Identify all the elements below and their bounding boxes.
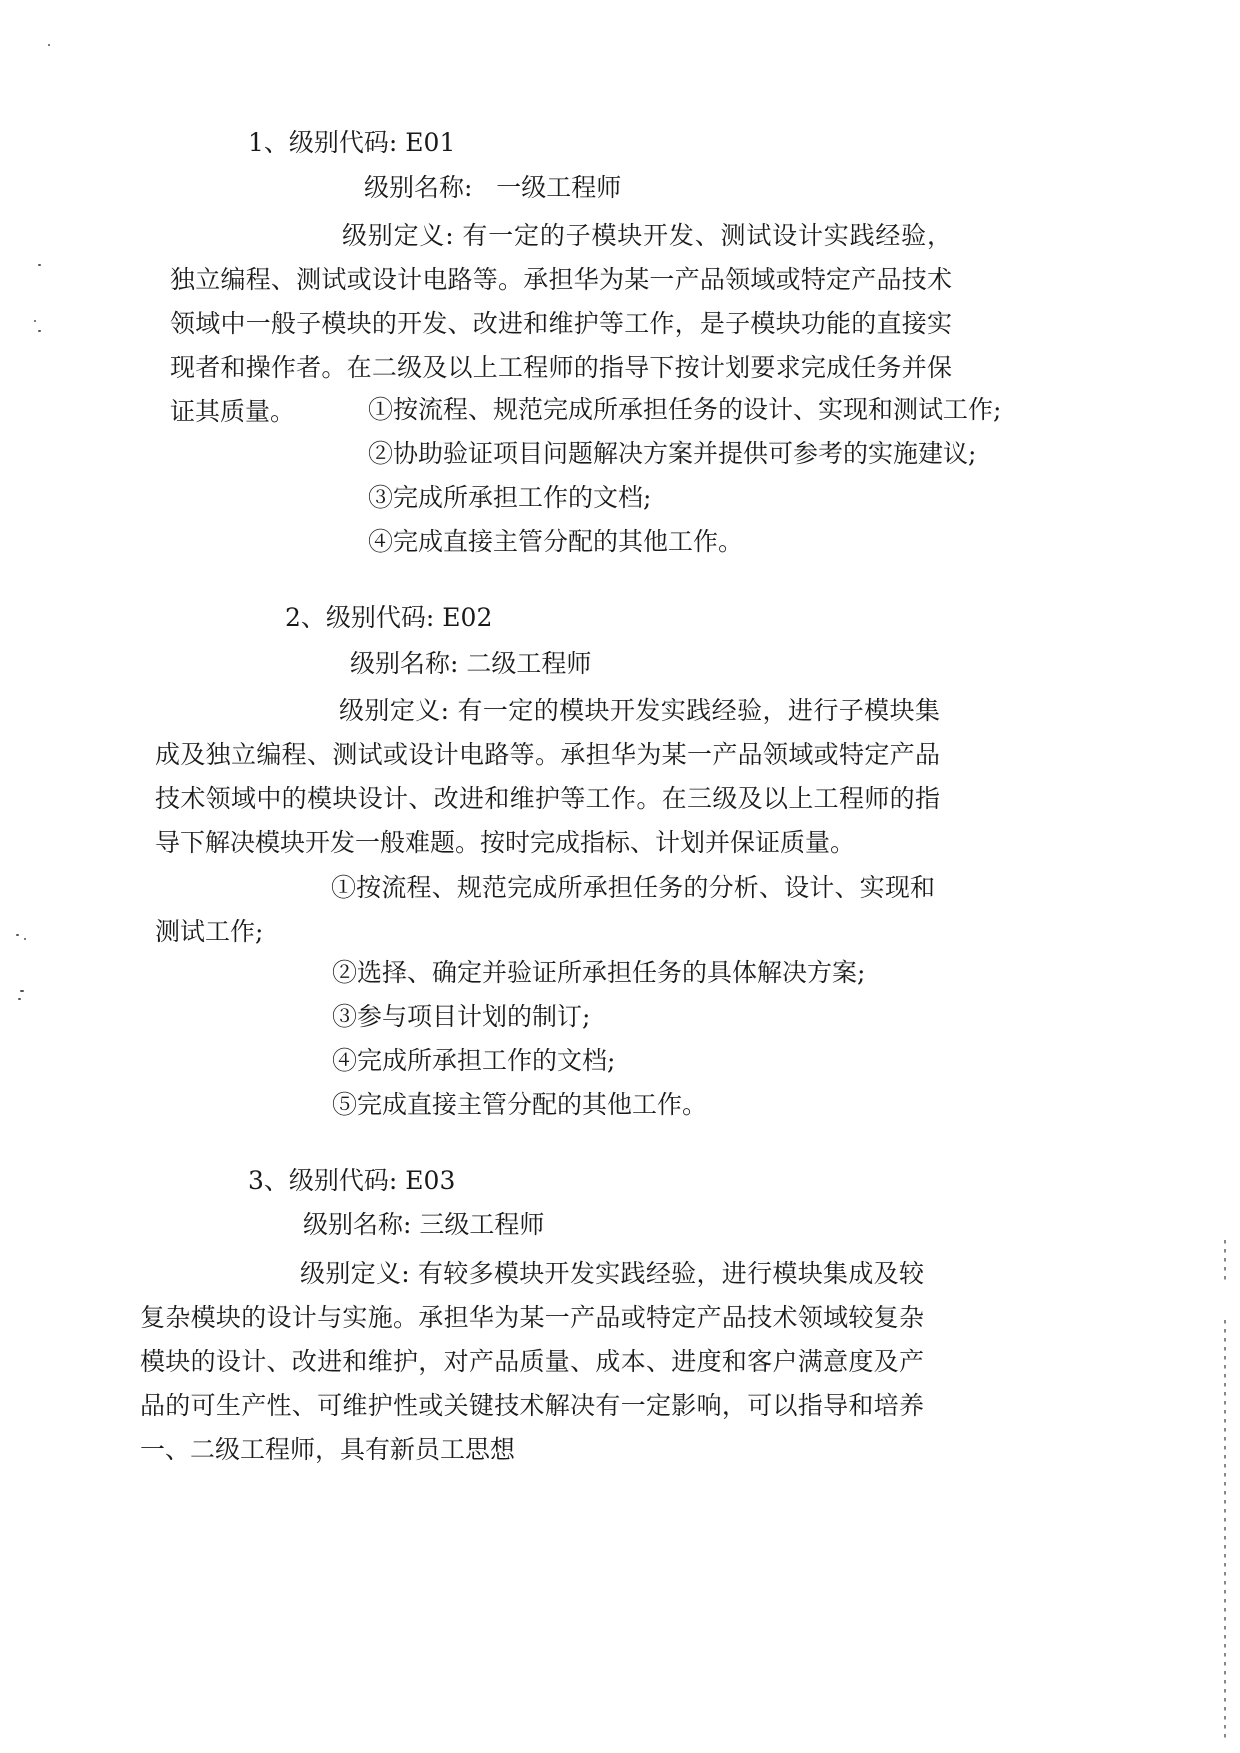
section-2-duty-3: ③参与项目计划的制订; bbox=[332, 1002, 591, 1031]
scan-edge-mark bbox=[1224, 1320, 1226, 1740]
section-1-duty-4: ④完成直接主管分配的其他工作。 bbox=[368, 527, 744, 556]
scan-speck bbox=[38, 330, 41, 332]
section-3-name-line: 级别名称: 三级工程师 bbox=[303, 1210, 545, 1239]
section-1-definition: 级别定义: 有一定的子模块开发、测试设计实践经验，独立编程、测试或设计电路等。承担华为某一产品领域或特定产品技术领域中一般子模块的开发、改进和维护等工作，是子模块功能的直接实现者和操作者。在二级及以上工程师的指导下按计划要求完成任务并保证其质量。 bbox=[170, 221, 952, 426]
section-1-duty-1: ①按流程、规范完成所承担任务的设计、实现和测试工作; bbox=[368, 395, 1002, 424]
scan-speck bbox=[34, 320, 36, 322]
section-3-code-line: 3、级别代码: E03 bbox=[248, 1166, 456, 1195]
section-3-definition: 级别定义: 有较多模块开发实践经验，进行模块集成及较复杂模块的设计与实施。承担华为某一产品或特定产品技术领域较复杂模块的设计、改进和维护，对产品质量、成本、进度和客户满意度及产品的可生产性、可维护性或关键技术解决有一定影响，可以指导和培养一、二级工程师，具有新员工思想 bbox=[140, 1259, 924, 1464]
section-2-duty-5: ⑤完成直接主管分配的其他工作。 bbox=[332, 1090, 708, 1119]
scan-speck bbox=[48, 44, 50, 46]
section-1-duty-3: ③完成所承担工作的文档; bbox=[368, 483, 652, 512]
section-2-duty-2: ②选择、确定并验证所承担任务的具体解决方案; bbox=[332, 958, 866, 987]
scan-speck bbox=[24, 938, 26, 940]
scan-speck bbox=[38, 264, 41, 266]
section-2-duty-4: ④完成所承担工作的文档; bbox=[332, 1046, 616, 1075]
section-1-code-line: 1、级别代码: E01 bbox=[248, 128, 456, 157]
section-1-name-line: 级别名称: 一级工程师 bbox=[364, 173, 622, 202]
section-2-code-line: 2、级别代码: E02 bbox=[285, 603, 493, 632]
scan-speck bbox=[16, 934, 19, 936]
section-2-definition: 级别定义: 有一定的模块开发实践经验，进行子模块集成及独立编程、测试或设计电路等。承担华为某一产品领域或特定产品技术领域中的模块设计、改进和维护等工作。在三级及以上工程师的指导下解决模块开发一般难题。按时完成指标、计划并保证质量。 bbox=[155, 696, 940, 857]
section-1-duty-2: ②协助验证项目问题解决方案并提供可参考的实施建议; bbox=[368, 439, 977, 468]
scan-speck bbox=[18, 998, 21, 1000]
scan-edge-mark bbox=[1224, 1240, 1226, 1280]
section-2-name-line: 级别名称: 二级工程师 bbox=[350, 649, 592, 678]
scan-speck bbox=[20, 990, 24, 992]
section-2-duty-1: ①按流程、规范完成所承担任务的分析、设计、实现和测试工作; bbox=[155, 873, 935, 946]
